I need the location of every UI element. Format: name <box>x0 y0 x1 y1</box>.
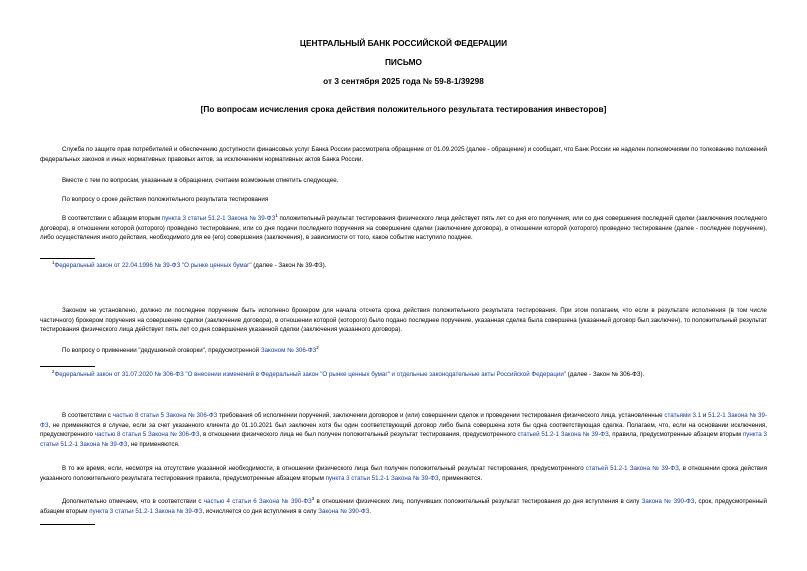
link-law-390[interactable]: Закона № 390-ФЗ <box>318 507 370 515</box>
link-part-8-art-5[interactable]: частью 8 статьи 5 Закона № 306-ФЗ <box>94 431 200 439</box>
paragraph-however: В то же время, если, несмотря на отсутствие указанной необходимости, в отношении физического лица был получен положительный результат тестирования, предусмотренного статьей 51.2-1 Закона № 39-ФЗ, в отношении срока действия указанного положительного результата тестирования правила, предусмотренные абзацем вторым пункта 3 статьи 51.2-1 Закона № 39-ФЗ, применяются. <box>40 465 767 482</box>
paragraph-execution: Законом не установлено, должно ли последнее поручение быть исполнено брокером для начала отсчета срока действия положительного результата тестирования. При этом полагаем, что если в результате исполнения (в том числе частичного) брокером поручения на совершение сделки (заключение договора), в отношении которой (которого) было подано последнее поручение, указанная сделка была совершена (указанный договор был заключен), то положительный результат тестирования физического лица действует пять лет со дня совершения указанной сделки (заключения указанного договора). <box>40 307 767 334</box>
footnote-divider <box>40 366 95 367</box>
link-art-3-1[interactable]: статьями 3.1 <box>664 412 702 419</box>
section-heading-grandfather: По вопросу о применении "дедушкиной оговорки", предусмотренной Законом № $306-ФЗ^2$ <box>62 344 319 354</box>
link-art-51-2-1[interactable]: статьей 51.2-1 Закона № 39-ФЗ <box>585 465 679 472</box>
paragraph-note: Вместе с тем по вопросам, указанным в обращении, считаем возможным отметить следующее. <box>62 177 339 184</box>
footnote-2: $^2$Федеральный закон от 31.07.2020 № 306-ФЗ "О внесении изменений в Федеральный закон "О рынке ценных бумаг" и отдельные законодательные акты Российской Федерации" (далее - Закон № 306-ФЗ). <box>52 368 645 378</box>
link-part-4-art-6-law-390[interactable]: частью 4 статьи 6 Закона № 390-ФЗ <box>203 498 312 505</box>
link-art-51-2-1[interactable]: статьей 51.2-1 Закона № 39-ФЗ <box>517 431 609 439</box>
paragraph-intro: Служба по защите прав потребителей и обеспечению доступности финансовых услуг Банка России рассмотрела обращение от 01.09.2025 (далее - обращение) и сообщает, что Банк России не наделен полномочиями по толкованию положений федеральных законов и иных нормативных правовых актов, за исключением нормативных актов Банка России. <box>40 146 768 163</box>
footnote-ref-3[interactable]: 3 <box>311 495 315 501</box>
link-law-390[interactable]: Закона № 390-ФЗ <box>641 498 695 505</box>
link-clause-3-art-51-2-1[interactable]: пункта 3 статьи 51.2-1 Закона № 39-ФЗ <box>161 215 276 222</box>
footnote-1: $^1$Федеральный закон от 22.04.1996 № 39-ФЗ "О рынке ценных бумаг" (далее - Закон № 39-ФЗ). <box>52 259 327 269</box>
footnote-2-link[interactable]: Федеральный закон от 31.07.2020 № 306-ФЗ "О внесении изменений в Федеральный закон "О рынке ценных бумаг" и отдельные законодательные акты Российской Федерации" <box>54 371 566 378</box>
footnote-divider <box>40 524 95 525</box>
link-art-51-2-1[interactable]: 51.2-1 Закона № 39-ФЗ <box>40 412 767 429</box>
link-law-306[interactable]: Законом № 306-ФЗ <box>260 347 317 354</box>
paragraph-additional: Дополнительно отмечаем, что в соответствии с частью 4 статьи 6 Закона № $390-ФЗ^3$ в отношении физических лиц, получивших положительный результат тестирования до дня вступления в силу Закона № 390-ФЗ, срок, предусмотренный абзацем вторым пункта 3 статьи 51.2-1 Закона № 39-ФЗ, исчисляется со дня вступления в силу Закона № 390-ФЗ. <box>40 495 768 515</box>
section-heading-term: По вопросу о сроке действия положительного результата тестирования <box>62 196 269 203</box>
link-clause-3-art-51-2-1[interactable]: пункта 3 статьи 51.2-1 Закона № 39-ФЗ <box>40 431 767 448</box>
footnote-1-link[interactable]: Федеральный закон от 22.04.1996 № 39-ФЗ "О рынке ценных бумаг" <box>54 262 252 269</box>
doc-subject: [По вопросам исчисления срока действия положительного результата тестирования инвесторов] <box>200 104 607 114</box>
doc-type: ПИСЬМО <box>384 57 423 67</box>
footnote-divider <box>40 258 95 259</box>
link-clause-3-art-51-2-1[interactable]: пункта 3 статьи 51.2-1 Закона № 39-ФЗ <box>325 474 439 482</box>
footnote-ref-2[interactable]: 2 <box>316 344 319 350</box>
org-name: ЦЕНТРАЛЬНЫЙ БАНК РОССИЙСКОЙ ФЕДЕРАЦИИ <box>299 38 508 48</box>
link-part-8-art-5[interactable]: частью 8 статьи 5 Закона № 306-ФЗ <box>112 412 218 419</box>
footnote-ref-1[interactable]: 1 <box>275 212 278 218</box>
doc-date-number: от 3 сентября 2025 года № 59-8-1/39298 <box>323 76 484 86</box>
paragraph-exception: В соответствии с частью 8 статьи 5 Закона № 306-ФЗ требования об исполнении поручений, заключении договоров и (или) совершении сделок и проведении тестирования физического лица, установленные статьями 3.1 и 51.2-1 Закона № 39-ФЗ, не применяются в случае, если за счет указанного клиента до 01.10.2021 был заключен хотя бы один соответствующий договор либо была совершена хотя бы одна соответствующая сделка. Полагаем, что, если на основании исключения, предусмотренного частью 8 статьи 5 Закона № 306-ФЗ, в отношении физического лица не был получен положительный результат тестирования, предусмотренного статьей 51.2-1 Закона № 39-ФЗ, правила, предусмотренные абзацем вторым пункта 3 статьи 51.2-1 Закона № 39-ФЗ, не применяются. <box>40 412 767 448</box>
paragraph-term-rule: В соответствии с абзацем вторым пункта 3 статьи 51.2-1 Закона № $39-ФЗ^1$ положительный результат тестирования физического лица действует пять лет со дня его получения, или со дня совершения последней сделки (заключения последнего договора), в отношении которой (которого) проведено тестирование, или со дня подачи последнего поручения на совершение сделки (заключение договора), в отношении которой (которого) проведено тестирование (далее - последнее поручение), либо осуществления иного действия, необходимого для ее (его) совершения (заключения), в зависимости от того, какое событие наступило позднее. <box>40 212 767 242</box>
link-clause-3-art-51-2-1[interactable]: пункта 3 статьи 51.2-1 Закона № 39-ФЗ <box>89 507 203 515</box>
